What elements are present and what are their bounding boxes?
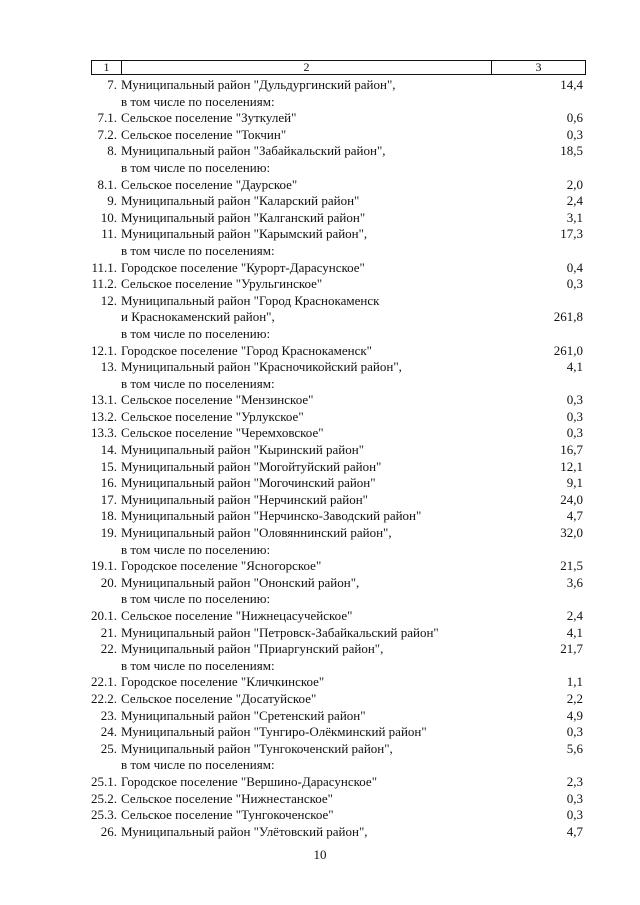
table-row [0, 110, 640, 127]
row-number: 22.1. [91, 674, 117, 690]
row-name: Городское поселение "Город Краснокаменск" [121, 342, 372, 358]
row-value: 4,7 [566, 823, 583, 839]
row-name: Муниципальный район "Карымский район", [121, 226, 368, 242]
table-row [0, 791, 640, 808]
row-name: в том числе по поселениям: [121, 375, 275, 391]
table-row [0, 492, 640, 509]
row-number: 14. [100, 442, 117, 458]
row-number: 17. [100, 491, 117, 507]
table-row [0, 343, 640, 360]
row-number: 7.1. [97, 110, 117, 126]
column-header-1: 1 [92, 61, 122, 75]
table-row [0, 243, 640, 260]
row-value: 0,3 [566, 126, 583, 142]
row-number: 18. [100, 508, 117, 524]
row-value: 2,4 [566, 608, 583, 623]
row-number: 12. [100, 292, 117, 308]
row-number: 7.2. [97, 126, 117, 142]
table-row [0, 143, 640, 160]
table-row [0, 724, 640, 741]
row-name: Муниципальный район "Приаргунский район", [121, 641, 384, 657]
row-name: Муниципальный район "Улётовский район", [121, 823, 368, 839]
row-name: в том числе по поселению: [121, 591, 271, 607]
row-value: 17,3 [560, 226, 583, 242]
row-name: Сельское поселение "Тунгокоченское" [121, 807, 334, 823]
row-name: Сельское поселение "Черемховское" [121, 425, 324, 441]
row-number: 20.1. [91, 608, 117, 623]
table-row [0, 525, 640, 542]
table-row [0, 77, 640, 94]
table-row [0, 741, 640, 758]
row-name: Муниципальный район "Могочинский район" [121, 475, 376, 491]
table-row [0, 177, 640, 194]
row-name: в том числе по поселениям: [121, 757, 275, 773]
row-value: 4,9 [566, 707, 583, 723]
row-value: 18,5 [560, 143, 583, 159]
table-body [0, 77, 640, 840]
row-value: 0,3 [566, 408, 583, 424]
row-number: 13.1. [91, 392, 117, 408]
table-row [0, 542, 640, 559]
table-row [0, 591, 640, 608]
row-name: Муниципальный район "Нерчинско-Заводский район" [121, 508, 422, 524]
row-name: Сельское поселение "Урульгинское" [121, 276, 323, 292]
row-name: Сельское поселение "Нижнецасучейское" [121, 608, 353, 623]
row-value: 5,6 [566, 740, 583, 756]
row-value: 4,1 [566, 624, 583, 640]
row-value: 2,2 [566, 690, 583, 706]
table-row [0, 392, 640, 409]
row-value: 261,0 [553, 342, 583, 358]
row-name: Муниципальный район "Ононский район", [121, 574, 360, 590]
row-number: 25.3. [91, 807, 117, 823]
row-number: 22.2. [91, 690, 117, 706]
table-row [0, 774, 640, 791]
row-name: в том числе по поселению: [121, 541, 271, 557]
table-row [0, 608, 640, 625]
row-number: 21. [100, 624, 117, 640]
row-name: Муниципальный район "Тунгокоченский район", [121, 740, 393, 756]
row-number: 11.1. [91, 259, 117, 275]
table-row [0, 94, 640, 111]
table-row [0, 708, 640, 725]
table-row [0, 658, 640, 675]
table-row [0, 276, 640, 293]
row-name: Муниципальный район "Забайкальский район", [121, 143, 386, 159]
table-row [0, 409, 640, 426]
table-row [0, 824, 640, 841]
table-row [0, 326, 640, 343]
row-name: и Краснокаменский район", [121, 309, 275, 325]
table-row [0, 193, 640, 210]
table-row [0, 575, 640, 592]
table-row [0, 674, 640, 691]
row-name: Сельское поселение "Урлукское" [121, 408, 304, 424]
table-row [0, 359, 640, 376]
table-row [0, 442, 640, 459]
row-name: Муниципальный район "Дульдургинский район", [121, 77, 396, 92]
table-row [0, 226, 640, 243]
row-value: 21,7 [560, 641, 583, 657]
row-value: 261,8 [553, 309, 583, 325]
row-number: 8. [107, 143, 117, 159]
row-value: 0,3 [566, 807, 583, 823]
row-number: 24. [100, 724, 117, 740]
row-value: 3,6 [566, 574, 583, 590]
row-name: в том числе по поселениям: [121, 242, 275, 258]
row-name: Городское поселение "Ясногорское" [121, 558, 322, 574]
row-name: Муниципальный район "Тунгиро-Олёкминский район" [121, 724, 427, 740]
table-row [0, 558, 640, 575]
row-number: 12.1. [91, 342, 117, 358]
row-value: 2,4 [566, 193, 583, 209]
row-name: в том числе по поселениям: [121, 93, 275, 109]
row-name: Муниципальный район "Каларский район" [121, 193, 360, 209]
table-row [0, 260, 640, 277]
row-value: 0,3 [566, 425, 583, 441]
row-number: 16. [100, 475, 117, 491]
row-name: Городское поселение "Вершино-Дарасунское" [121, 773, 378, 789]
table-row [0, 210, 640, 227]
row-name: Муниципальный район "Кыринский район" [121, 442, 365, 458]
table-row [0, 625, 640, 642]
table-row [0, 127, 640, 144]
row-name: Сельское поселение "Зуткулей" [121, 110, 297, 126]
row-name: Муниципальный район "Могойтуйский район" [121, 458, 382, 474]
row-name: в том числе по поселению: [121, 325, 271, 341]
row-number: 13. [100, 359, 117, 375]
row-name: Муниципальный район "Оловяннинский район", [121, 525, 392, 541]
row-value: 21,5 [560, 558, 583, 574]
row-value: 24,0 [560, 491, 583, 507]
row-name: Муниципальный район "Калганский район" [121, 209, 366, 225]
row-name: Сельское поселение "Нижнестанское" [121, 790, 333, 806]
row-number: 13.3. [91, 425, 117, 441]
row-number: 23. [100, 707, 117, 723]
column-header-row [92, 61, 586, 75]
column-header-2: 2 [122, 61, 492, 75]
row-value: 0,3 [566, 392, 583, 408]
row-number: 19. [100, 525, 117, 541]
row-number: 19.1. [91, 558, 117, 574]
row-number: 8.1. [97, 176, 117, 192]
table-row [0, 459, 640, 476]
row-name: Сельское поселение "Мензинское" [121, 392, 314, 408]
row-number: 25. [100, 740, 117, 756]
row-name: в том числе по поселениям: [121, 657, 275, 673]
row-number: 22. [100, 641, 117, 657]
table-row [0, 293, 640, 310]
row-value: 1,1 [566, 674, 583, 690]
row-number: 11.2. [91, 276, 117, 292]
row-value: 2,3 [566, 773, 583, 789]
row-name: Сельское поселение "Токчин" [121, 126, 287, 142]
row-number: 11. [101, 226, 117, 242]
table-row [0, 641, 640, 658]
row-value: 0,6 [566, 110, 583, 126]
table-row [0, 757, 640, 774]
row-value: 2,0 [566, 176, 583, 192]
table-row [0, 160, 640, 177]
column-header-table [91, 60, 586, 75]
row-value: 3,1 [566, 209, 583, 225]
row-value: 14,4 [560, 77, 583, 92]
row-number: 25.2. [91, 790, 117, 806]
page-number: 10 [313, 847, 327, 862]
row-number: 10. [100, 209, 117, 225]
row-value: 4,1 [566, 359, 583, 375]
row-name: Муниципальный район "Красночикойский район", [121, 359, 402, 375]
row-name: Городское поселение "Курорт-Дарасунское" [121, 259, 365, 275]
table-row [0, 691, 640, 708]
row-value: 0,4 [566, 259, 583, 275]
row-name: Муниципальный район "Сретенский район" [121, 707, 366, 723]
column-header-3: 3 [492, 61, 586, 75]
table-row [0, 425, 640, 442]
row-name: Городское поселение "Кличкинское" [121, 674, 325, 690]
row-number: 7. [107, 77, 117, 92]
row-name: Муниципальный район "Нерчинский район" [121, 491, 368, 507]
table-row [0, 475, 640, 492]
row-name: в том числе по поселению: [121, 159, 271, 175]
table-row [0, 807, 640, 824]
row-value: 9,1 [566, 475, 583, 491]
row-name: Муниципальный район "Петровск-Забайкальский район" [121, 624, 439, 640]
row-value: 4,7 [566, 508, 583, 524]
row-number: 20. [100, 574, 117, 590]
table-row [0, 309, 640, 326]
row-value: 0,3 [566, 790, 583, 806]
row-name: Сельское поселение "Даурское" [121, 176, 298, 192]
row-value: 0,3 [566, 724, 583, 740]
row-value: 32,0 [560, 525, 583, 541]
row-number: 15. [100, 458, 117, 474]
row-value: 16,7 [560, 442, 583, 458]
row-number: 13.2. [91, 408, 117, 424]
row-value: 12,1 [560, 458, 583, 474]
row-number: 9. [107, 193, 117, 209]
row-name: Сельское поселение "Досатуйское" [121, 690, 317, 706]
row-value: 0,3 [566, 276, 583, 292]
row-number: 25.1. [91, 773, 117, 789]
row-name: Муниципальный район "Город Краснокаменск [121, 292, 380, 308]
row-number: 26. [100, 823, 117, 839]
table-row [0, 508, 640, 525]
table-row [0, 376, 640, 393]
